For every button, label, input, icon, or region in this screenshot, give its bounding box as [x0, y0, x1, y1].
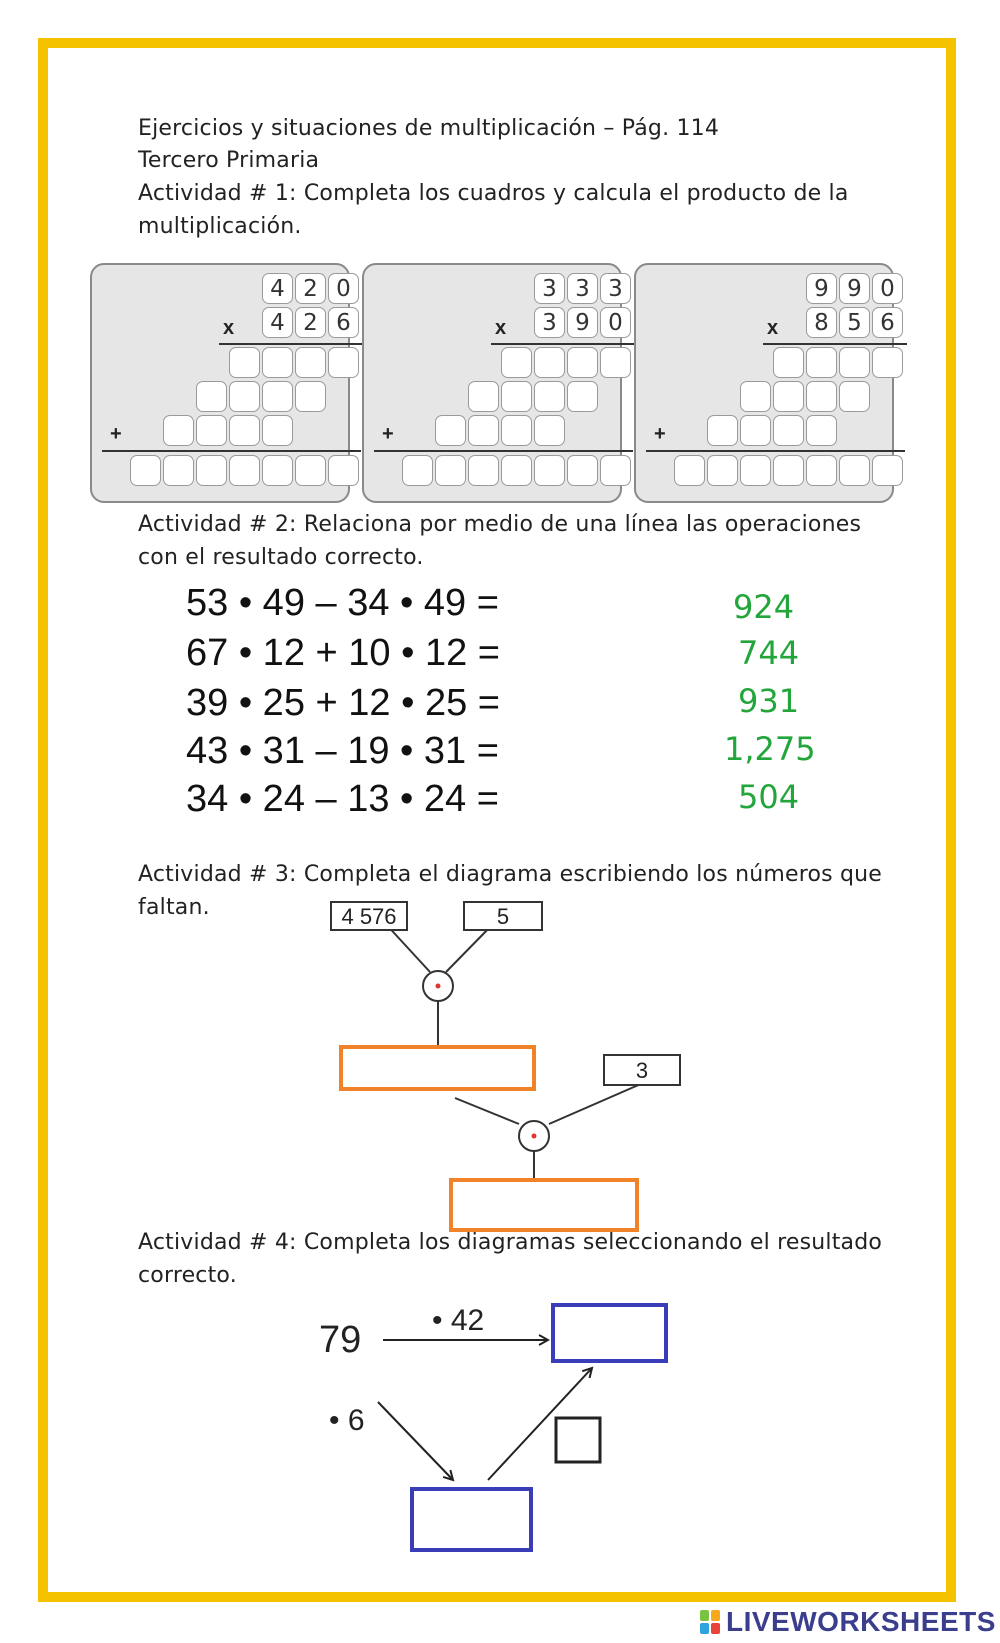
start-value: 79 [319, 1319, 362, 1361]
multiplier-digit: 6 [872, 307, 903, 338]
input-value-c: 3 [635, 1058, 649, 1083]
activity4-instruction-line2: correcto. [138, 1263, 237, 1288]
liveworksheets-logo [700, 1606, 996, 1638]
times-sign: x [495, 317, 507, 339]
times-sign: x [223, 317, 235, 339]
multiplier-digit: 0 [600, 307, 631, 338]
plus-sign: + [382, 423, 394, 445]
top-operation-label: • 42 [432, 1304, 485, 1337]
multiplicand-digit: 3 [600, 273, 631, 304]
answer-box-bottom-result[interactable] [412, 1489, 531, 1550]
multiplicand-digit: 0 [872, 273, 903, 304]
operation-1: 53 • 49 – 34 • 49 = [186, 582, 499, 624]
activity4-instruction-line1: Actividad # 4: Completa los diagramas seleccionando el resultado [138, 1230, 883, 1255]
brand-name: LIVEWORKSHEETS [726, 1606, 996, 1637]
result-option-1[interactable]: 924 [733, 588, 795, 626]
result-option-4[interactable]: 1,275 [724, 730, 816, 768]
multiplicand-digit: 2 [295, 273, 326, 304]
input-value-b: 5 [496, 904, 510, 929]
times-sign: x [767, 317, 779, 339]
multiplicand-digit: 9 [806, 273, 837, 304]
result-option-5[interactable]: 504 [738, 778, 800, 816]
input-value-a: 4 576 [341, 904, 397, 929]
brand-icon [700, 1609, 722, 1635]
multiplier-digit: 4 [262, 307, 293, 338]
multiplier-digit: 5 [839, 307, 870, 338]
activity3-instruction-line1: Actividad # 3: Completa el diagrama escribiendo los números que [138, 862, 883, 887]
operation-5: 34 • 24 – 13 • 24 = [186, 778, 499, 820]
result-option-3[interactable]: 931 [738, 682, 800, 720]
worksheet-title: Ejercicios y situaciones de multiplicación – Pág. 114 [138, 116, 720, 141]
missing-factor-box[interactable] [556, 1418, 600, 1462]
multiplicand-digit: 3 [567, 273, 598, 304]
activity1-instruction-line1: Actividad # 1: Completa los cuadros y calcula el producto de la [138, 181, 849, 206]
activity1-instruction-line2: multiplicación. [138, 214, 302, 239]
multiplicand-digit: 9 [839, 273, 870, 304]
plus-sign: + [654, 423, 666, 445]
multiplier-digit: 3 [534, 307, 565, 338]
multiplier-digit: 2 [295, 307, 326, 338]
multiplicand-digit: 0 [328, 273, 359, 304]
result-option-2[interactable]: 744 [738, 634, 800, 672]
answer-box-top-result[interactable] [553, 1305, 666, 1361]
multiplier-digit: 6 [328, 307, 359, 338]
multiplier-digit: 9 [567, 307, 598, 338]
operation-3: 39 • 25 + 12 • 25 = [186, 682, 500, 724]
activity2-instruction-line2: con el resultado correcto. [138, 545, 424, 570]
multiplicand-digit: 3 [534, 273, 565, 304]
activity3-instruction-line2: faltan. [138, 895, 210, 920]
arrow-down [378, 1402, 453, 1480]
multiplier-digit: 8 [806, 307, 837, 338]
plus-sign: + [110, 423, 122, 445]
operation-4: 43 • 31 – 19 • 31 = [186, 730, 499, 772]
side-operation-label: • 6 [329, 1404, 365, 1437]
operation-2: 67 • 12 + 10 • 12 = [186, 632, 500, 674]
grade-label: Tercero Primaria [138, 148, 320, 173]
multiplicand-digit: 4 [262, 273, 293, 304]
activity2-instruction-line1: Actividad # 2: Relaciona por medio de una línea las operaciones [138, 512, 862, 537]
